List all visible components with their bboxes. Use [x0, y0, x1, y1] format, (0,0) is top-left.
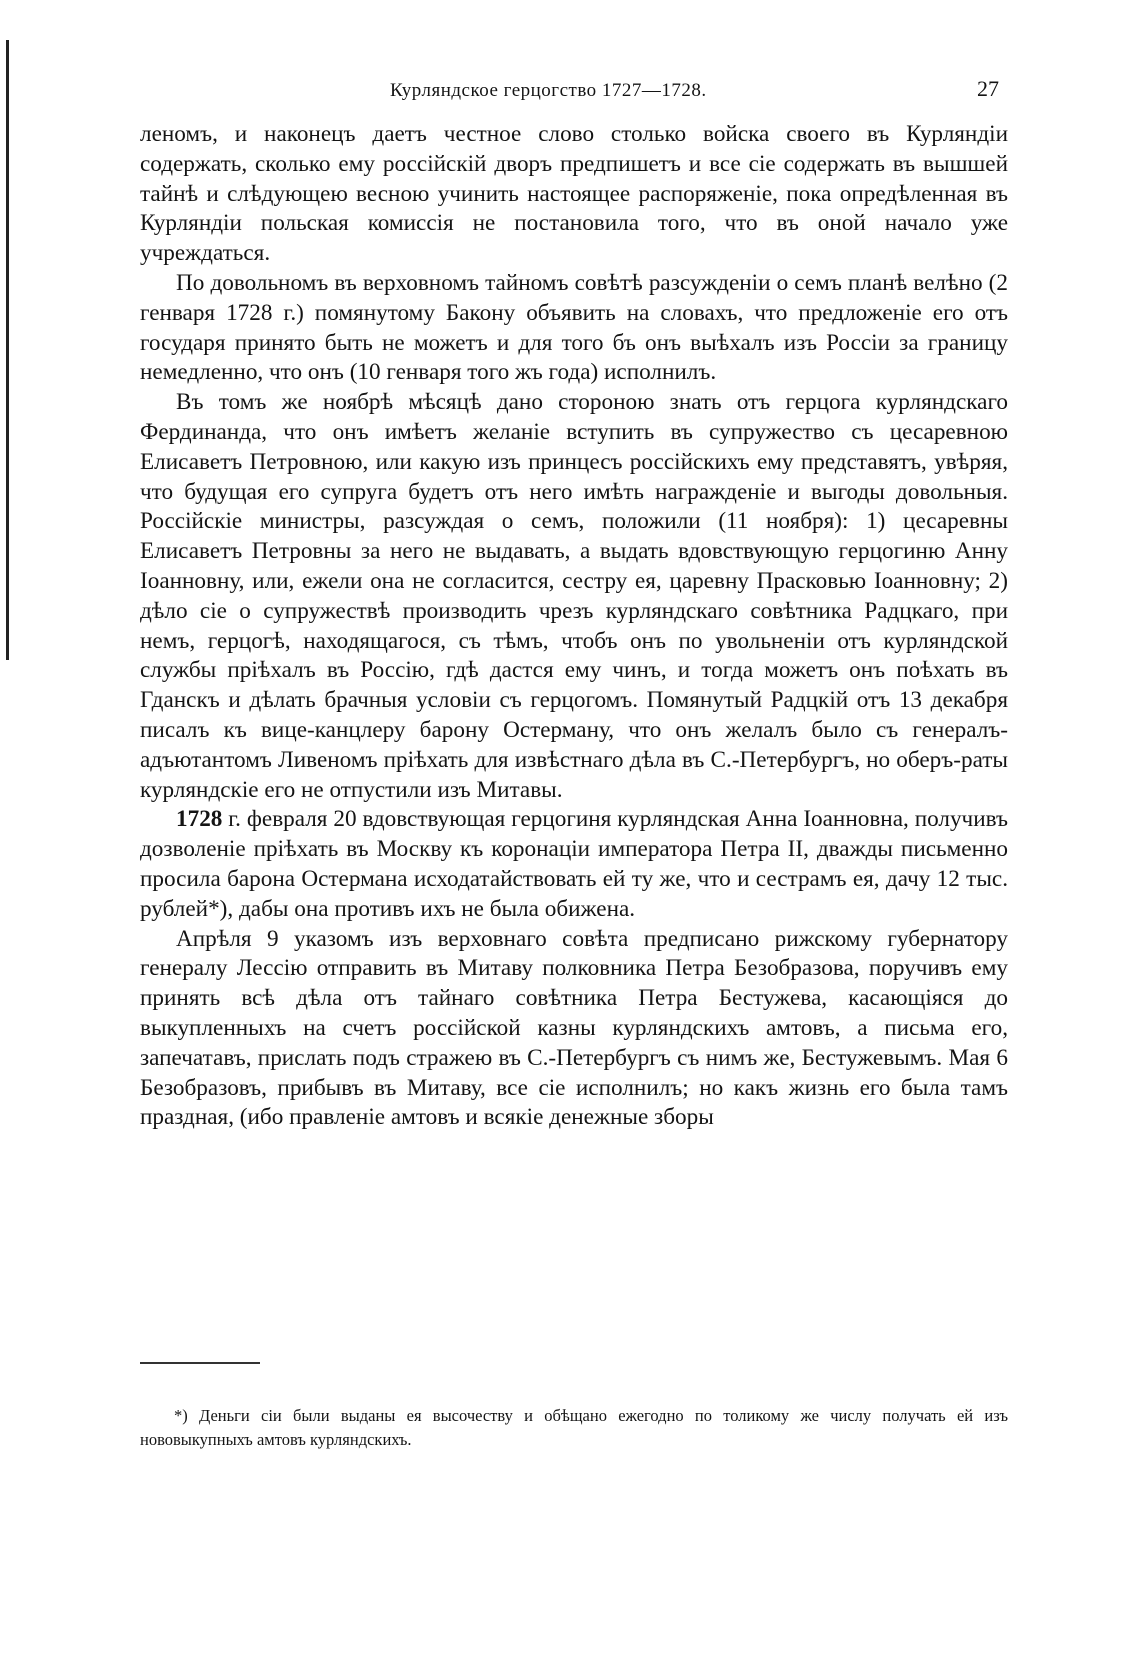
- paragraph-4: [140, 805, 1008, 924]
- running-title: Курляндское герцогство 1727—1728.: [390, 80, 707, 101]
- main-text: [140, 120, 1008, 1133]
- paragraph-2: По довольномъ въ верховномъ тайномъ совѣтѣ разсужденіи о семъ планѣ велѣно (2 генваря 1728 г.) помянутому Бакону объявить на словахъ, что предложеніе его отъ государя принято быть не можетъ и для того бъ онъ выѣхалъ изъ Россіи за границу немедленно, что онъ (10 генваря того жъ года) исполнилъ.: [140, 269, 1008, 386]
- footnote: [140, 1404, 1008, 1452]
- page-number: 27: [977, 76, 999, 101]
- footnote-marker: *): [174, 1406, 188, 1425]
- paragraph-4-text: г. февраля 20 вдовствующая герцогиня курляндская Анна Іоанновна, получивъ дозволеніе пріѣхать въ Москву къ коронаціи императора Петра II, дважды письменно просила барона Остермана исходатайствовать ей ту же, что и сестрамъ ея, дачу 12 тыс. рублей*), дабы она противъ ихъ не была обижена.: [140, 806, 1008, 922]
- page-edge-shadow: [6, 40, 9, 660]
- paragraph-5: Апрѣля 9 указомъ изъ верховнаго совѣта предписано рижскому губернатору генералу Лессію отправить въ Митаву полковника Петра Безобразова, поручивъ ему принять всѣ дѣла отъ тайнаго совѣтника Петра Бестужева, касающіяся до выкупленныхъ на счетъ россійской казны курляндскихъ амтовъ, а письма его, запечатавъ, прислать подъ стражею въ С.-Петербургъ съ нимъ же, Бестужевымъ. Мая 6 Безобразовъ, прибывъ въ Митаву, все сіе исполнилъ; но какъ жизнь его была тамъ праздная, (ибо правленіе амтовъ и всякіе денежные зборы: [140, 925, 1008, 1131]
- paragraph-1: леномъ, и наконецъ даетъ честное слово столько войска своего въ Курляндіи содержать, сколько ему россійскій дворъ предпишетъ и все сіе содержать въ вышшей тайнѣ и слѣдующею весною учинить настоящее распоряженіе, пока опредѣленная въ Курляндіи польская комиссія не постановила того, что въ оной начало уже учреждаться.: [140, 121, 1008, 267]
- paragraph-4-year: 1728: [176, 806, 223, 833]
- paragraph-3: Въ томъ же ноябрѣ мѣсяцѣ дано стороною знать отъ герцога курляндскаго Фердинанда, что онъ имѣетъ желаніе вступить въ супружество съ цесаревною Елисаветъ Петровною, или какую изъ принцесъ россійскихъ ему представятъ, увѣряя, что будущая его супруга будетъ отъ него имѣть награжденіе и выгоды довольныя. Россійскіе министры, разсуждая о семъ, положили (11 ноября): 1) цесаревны Елисаветъ Петровны за него не выдавать, а выдать вдовствующую герцогиню Анну Іоанновну, или, ежели она не согласится, сестру ея, царевну Прасковью Іоанновну; 2) дѣло сіе о супружествѣ производить чрезъ курляндскаго совѣтника Радцкаго, при немъ, герцогѣ, находящагося, съ тѣмъ, чтобъ онъ по увольненіи отъ курляндской службы пріѣхалъ въ Россію, гдѣ дастся ему чинъ, и тогда можетъ онъ поѣхать въ Гданскъ и дѣлать брачныя условіи съ герцогомъ. Помянутый Радцкій отъ 13 декабря писалъ къ вице-канцлеру барону Остерману, что онъ желалъ было съ генералъ-адъютантомъ Ливеномъ пріѣхать для извѣстнаго дѣла въ С.-Петербургъ, но оберъ-раты курляндскіе его не отпустили изъ Митавы.: [140, 389, 1008, 803]
- footnote-divider: [140, 1362, 260, 1364]
- footnote-text: Деньги сіи были выданы ея высочеству и обѣщано ежегодно по толикому же числу получать ей изъ нововыкупныхъ амтовъ курляндскихъ.: [140, 1406, 1008, 1449]
